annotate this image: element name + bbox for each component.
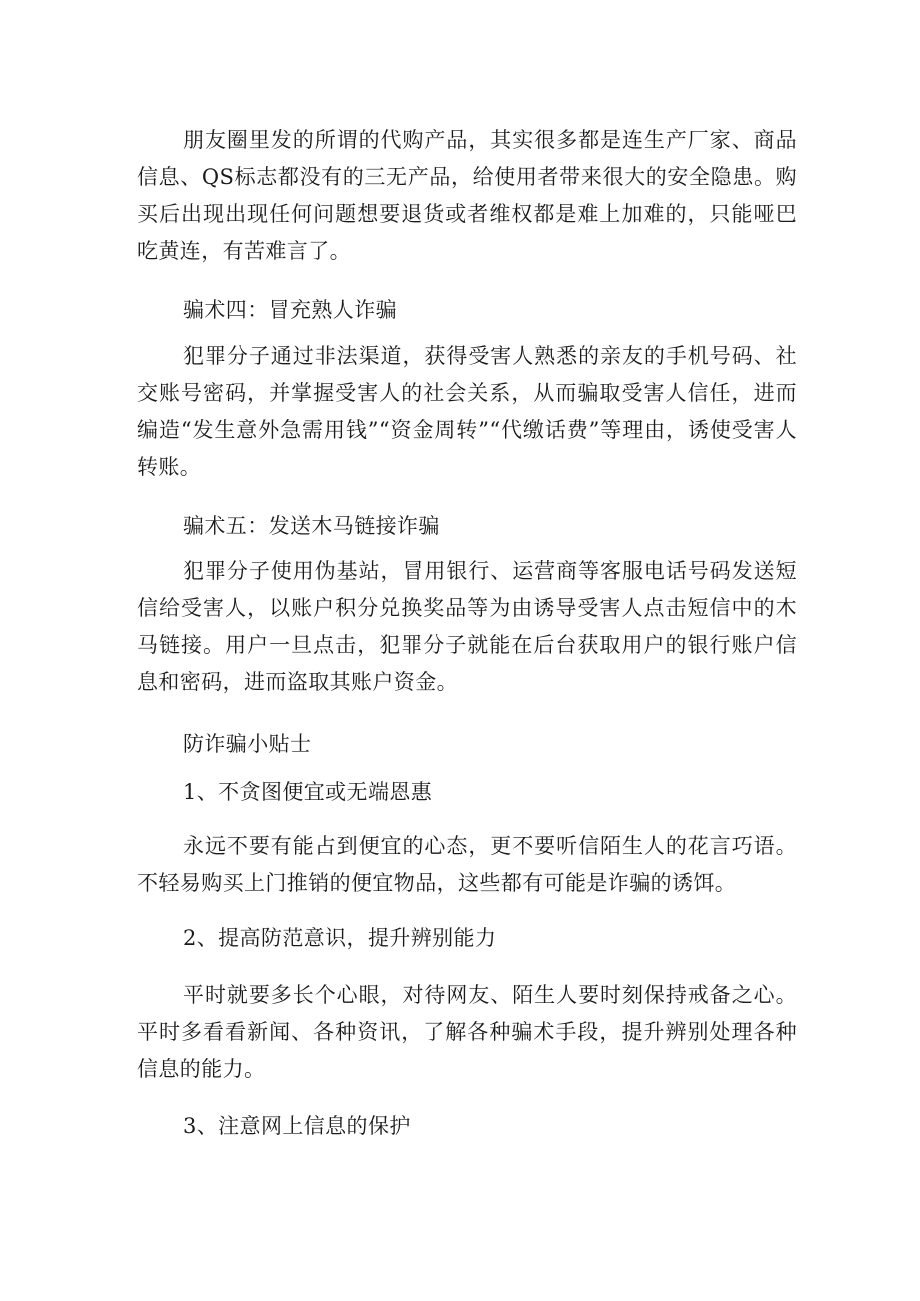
paragraph-daigou-products: 朋友圈里发的所谓的代购产品，其实很多都是连生产厂家、商品信息、QS标志都没有的三无产品，给使用者带来很大的安全隐患。购买后出现出现任何问题想要退货或者维权都是难上加难的，只能哑巴吃黄连，有苦难言了。 <box>137 128 797 263</box>
heading-scam-4: 骗术四：冒充熟人诈骗 <box>183 298 397 322</box>
tip-1-body: 永远不要有能占到便宜的心态，更不要听信陌生人的花言巧语。不轻易购买上门推销的便宜物品，这些都有可能是诈骗的诱饵。 <box>137 834 797 895</box>
tip-3-title: 3、注意网上信息的保护 <box>183 1114 411 1138</box>
tip-2-title: 2、提高防范意识，提升辨别能力 <box>183 926 497 950</box>
tips-heading: 防诈骗小贴士 <box>183 732 312 756</box>
tip-2-body: 平时就要多长个心眼，对待网友、陌生人要时刻保持戒备之心。平时多看看新闻、各种资讯，了解各种骗术手段，提升辨别处理各种信息的能力。 <box>137 983 797 1081</box>
paragraph-scam-4: 犯罪分子通过非法渠道，获得受害人熟悉的亲友的手机号码、社交账号密码，并掌握受害人的社会关系，从而骗取受害人信任，进而编造“发生意外急需用钱”“资金周转”“代缴话费”等理由，诱使受害人转账。 <box>137 344 797 479</box>
paragraph-scam-5: 犯罪分子使用伪基站，冒用银行、运营商等客服电话号码发送短信给受害人，以账户积分兑换奖品等为由诱导受害人点击短信中的木马链接。用户一旦点击，犯罪分子就能在后台获取用户的银行账户信息和密码，进而盗取其账户资金。 <box>137 559 797 694</box>
tip-1-title: 1、不贪图便宜或无端恩惠 <box>183 780 433 804</box>
heading-scam-5: 骗术五：发送木马链接诈骗 <box>183 514 440 538</box>
